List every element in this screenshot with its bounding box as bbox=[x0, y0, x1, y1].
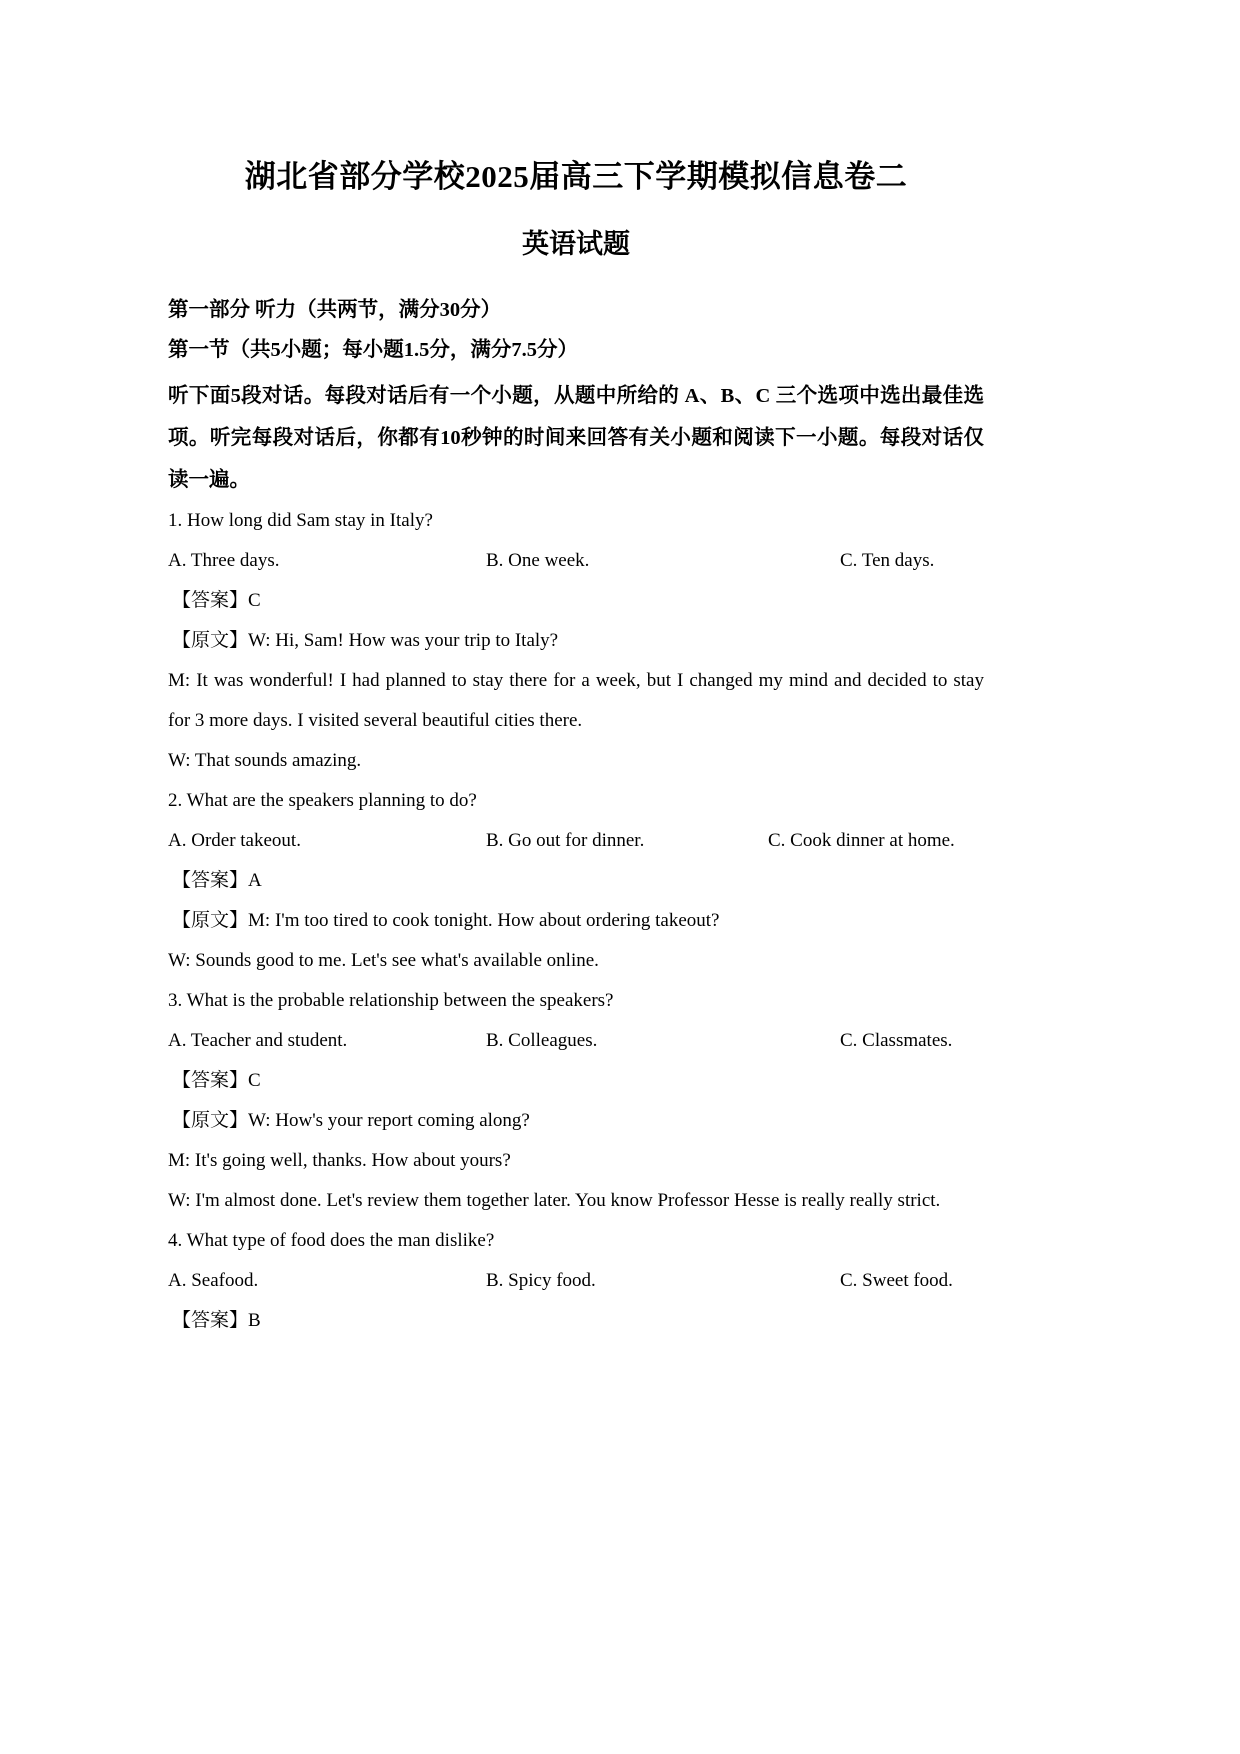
question-block bbox=[168, 501, 984, 781]
answer-value: A bbox=[248, 869, 262, 891]
transcript-line: W: Sounds good to me. Let's see what's available online. bbox=[168, 949, 599, 971]
answer-label: 【答案】 bbox=[172, 1309, 249, 1331]
transcript-first-line bbox=[168, 621, 984, 661]
option-a[interactable]: A. Order takeout. bbox=[168, 829, 301, 851]
transcript-first-line bbox=[168, 901, 984, 941]
part-heading: 第一部分 听力（共两节，满分30分） bbox=[168, 298, 502, 321]
answer-value: C bbox=[248, 589, 261, 611]
answer-value: C bbox=[248, 1069, 261, 1091]
transcript-line: M: I'm too tired to cook tonight. How about ordering takeout? bbox=[248, 909, 720, 931]
transcript-line: W: That sounds amazing. bbox=[168, 749, 362, 771]
option-a[interactable]: A. Three days. bbox=[168, 549, 280, 571]
option-c[interactable]: C. Classmates. bbox=[840, 1029, 953, 1051]
page-title: 湖北省部分学校2025届高三下学期模拟信息卷二 bbox=[244, 159, 908, 194]
transcript-line: W: How's your report coming along? bbox=[248, 1109, 530, 1131]
transcript-first-line bbox=[168, 1101, 984, 1141]
answer-line bbox=[168, 1301, 984, 1341]
option-a[interactable]: A. Seafood. bbox=[168, 1269, 259, 1291]
transcript-label: 【原文】 bbox=[172, 629, 249, 651]
question-block bbox=[168, 981, 984, 1221]
transcript-line: W: Hi, Sam! How was your trip to Italy? bbox=[248, 629, 559, 651]
option-row bbox=[168, 821, 984, 861]
option-b[interactable]: B. Colleagues. bbox=[486, 1029, 598, 1051]
transcript-label: 【原文】 bbox=[172, 1109, 249, 1131]
question-block bbox=[168, 1221, 984, 1341]
question-stem: 2. What are the speakers planning to do? bbox=[168, 789, 477, 811]
question-block bbox=[168, 781, 984, 981]
option-c[interactable]: C. Ten days. bbox=[840, 549, 935, 571]
transcript-line: M: It was wonderful! I had planned to stay there for a week, but I changed my mind and decided to stay for 3 more days. I visited several beautiful cities there. bbox=[168, 669, 984, 731]
answer-value: B bbox=[248, 1309, 261, 1331]
listening-instructions: 听下面5段对话。每段对话后有一个小题，从题中所给的 A、B、C 三个选项中选出最佳选项。听完每段对话后，你都有10秒钟的时间来回答有关小题和阅读下一小题。每段对话仅读一遍。 bbox=[168, 384, 984, 491]
answer-label: 【答案】 bbox=[172, 1069, 249, 1091]
answer-label: 【答案】 bbox=[172, 589, 249, 611]
transcript-label: 【原文】 bbox=[172, 909, 249, 931]
option-c[interactable]: C. Cook dinner at home. bbox=[768, 829, 955, 851]
option-a[interactable]: A. Teacher and student. bbox=[168, 1029, 348, 1051]
answer-label: 【答案】 bbox=[172, 869, 249, 891]
question-stem: 3. What is the probable relationship between the speakers? bbox=[168, 989, 614, 1011]
option-row bbox=[168, 1021, 984, 1061]
option-row bbox=[168, 1261, 984, 1301]
option-c[interactable]: C. Sweet food. bbox=[840, 1269, 953, 1291]
option-b[interactable]: B. Go out for dinner. bbox=[486, 829, 645, 851]
option-row bbox=[168, 541, 984, 581]
answer-line bbox=[168, 581, 984, 621]
option-b[interactable]: B. Spicy food. bbox=[486, 1269, 596, 1291]
transcript-line: M: It's going well, thanks. How about yours? bbox=[168, 1149, 511, 1171]
answer-line bbox=[168, 861, 984, 901]
question-stem: 4. What type of food does the man dislike? bbox=[168, 1229, 495, 1251]
section-heading: 第一节（共5小题；每小题1.5分，满分7.5分） bbox=[168, 339, 578, 362]
option-b[interactable]: B. One week. bbox=[486, 549, 590, 571]
page-content bbox=[168, 0, 984, 1341]
answer-line bbox=[168, 1061, 984, 1101]
question-stem: 1. How long did Sam stay in Italy? bbox=[168, 509, 433, 531]
transcript-line: W: I'm almost done. Let's review them together later. You know Professor Hesse is really really strict. bbox=[168, 1189, 941, 1211]
page-subtitle: 英语试题 bbox=[522, 228, 630, 259]
